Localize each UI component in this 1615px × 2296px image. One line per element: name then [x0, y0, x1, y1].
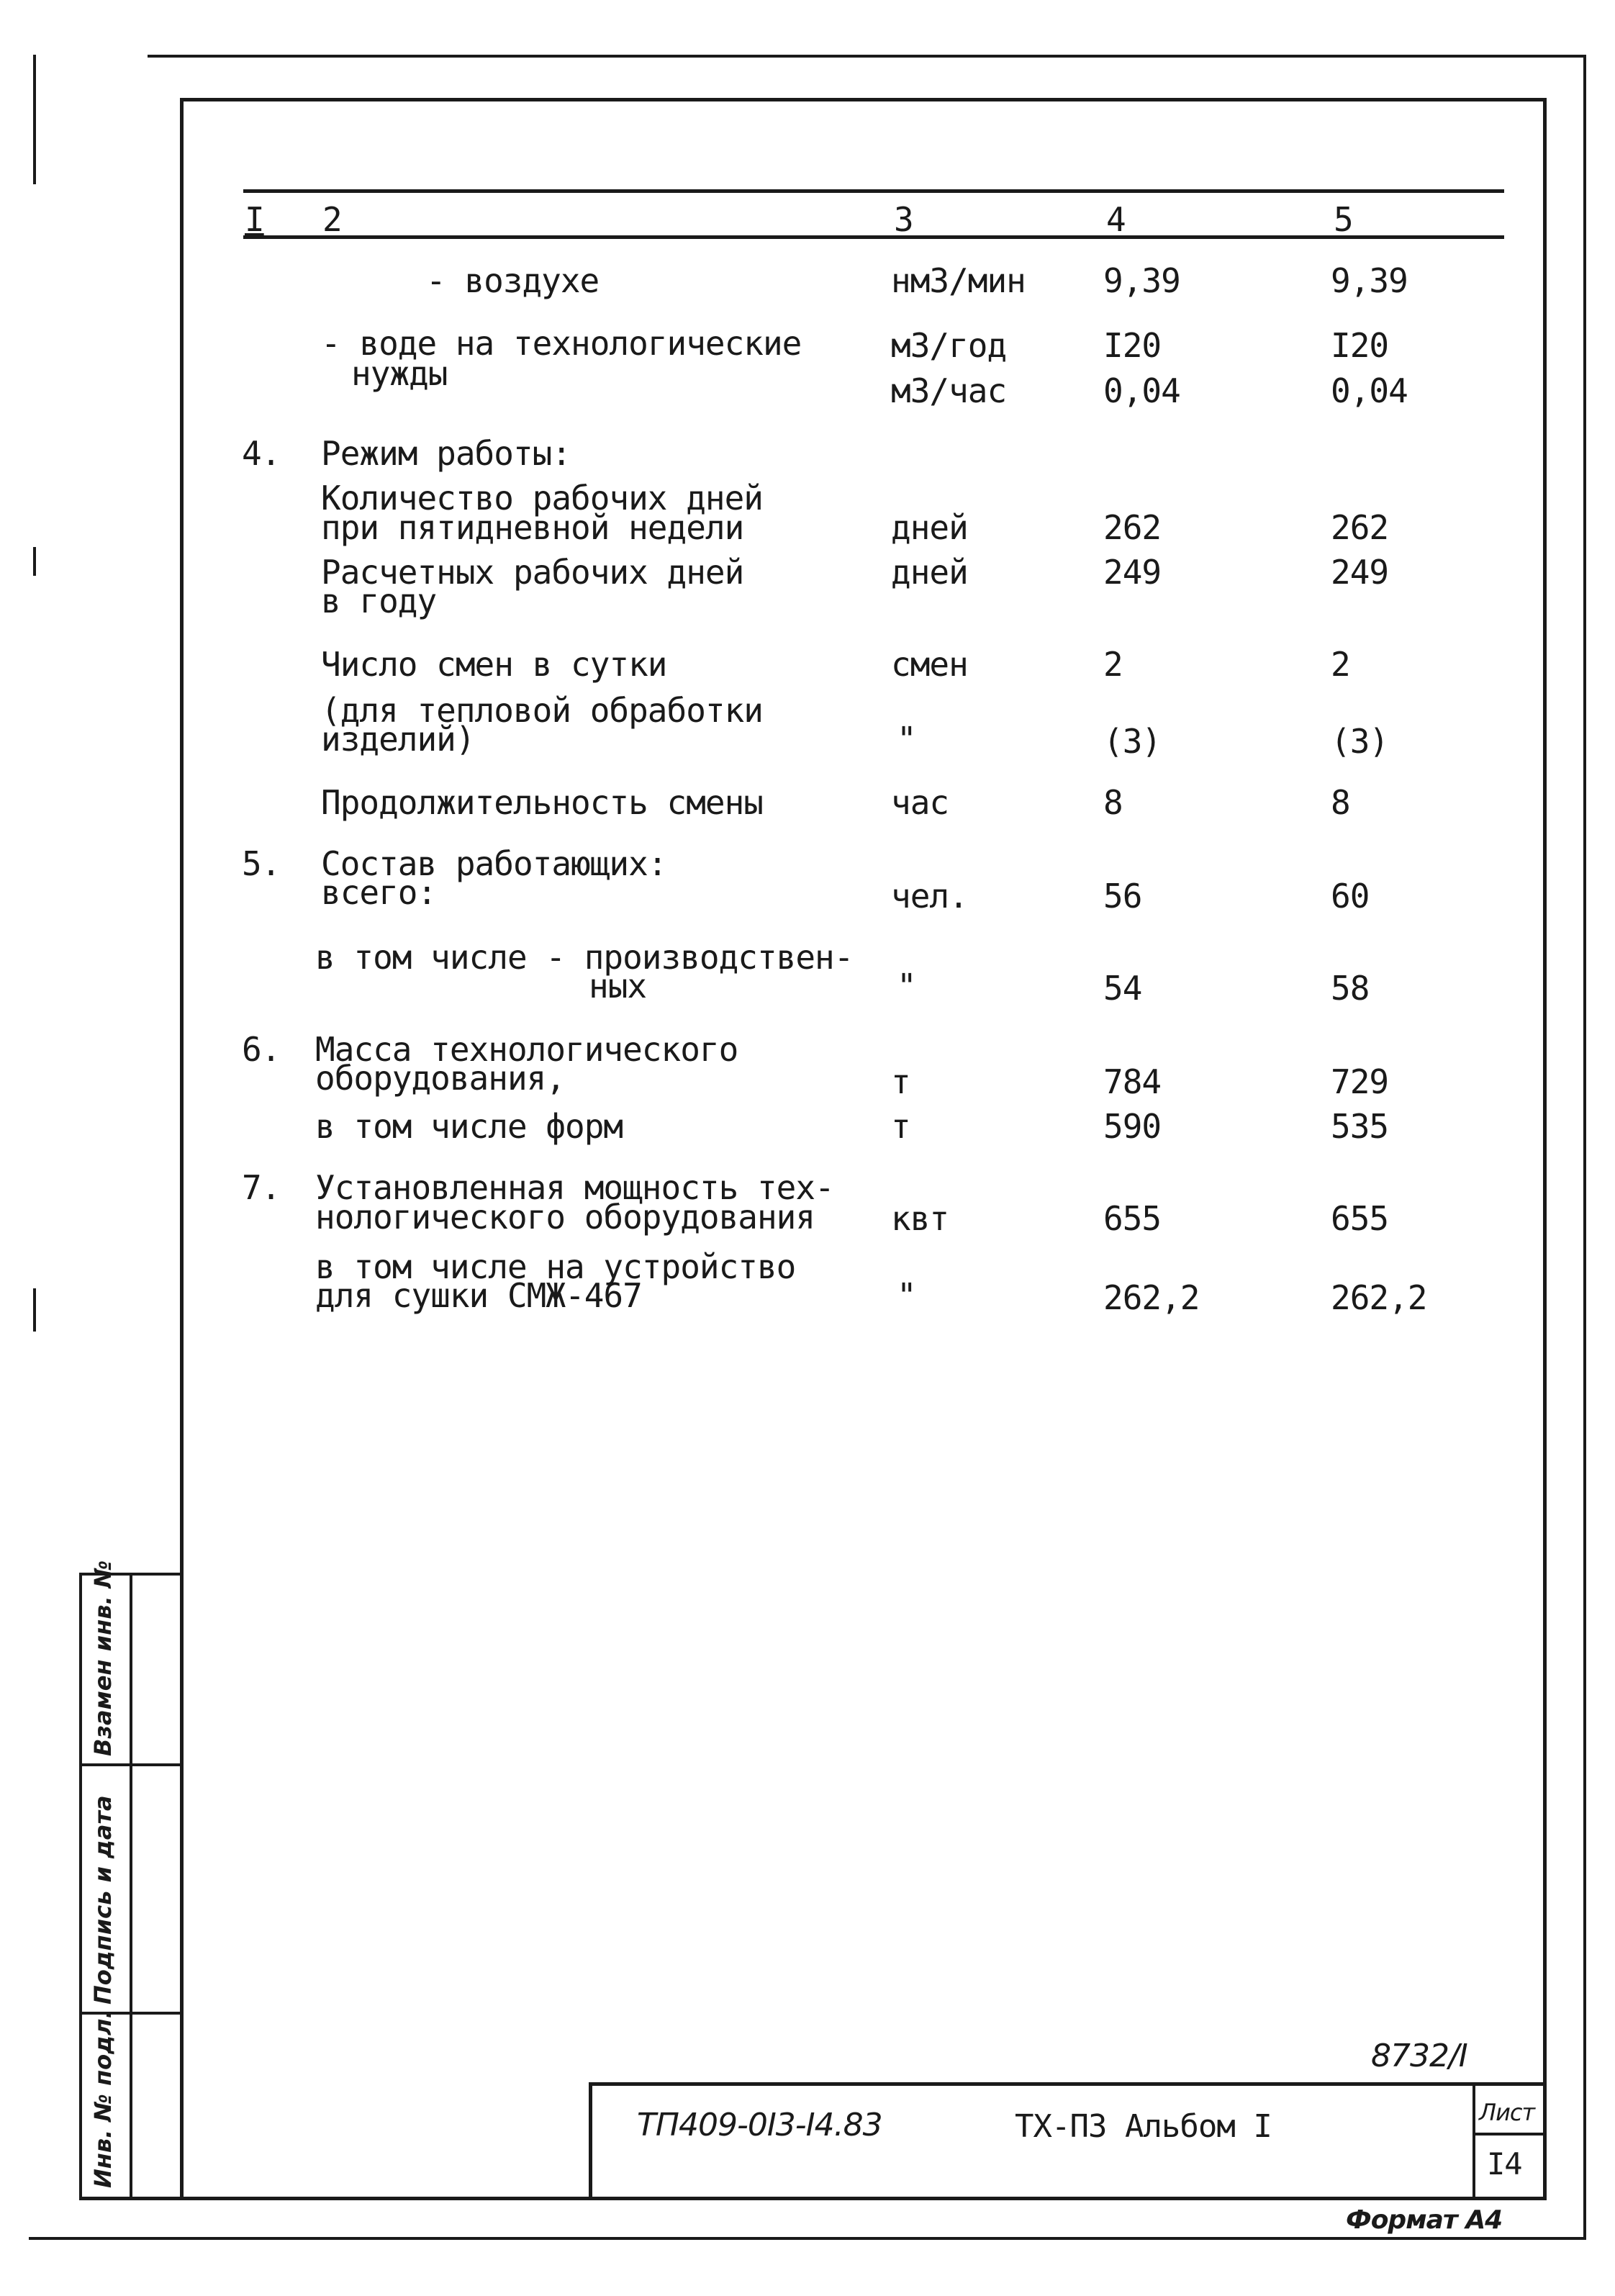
row-text: - воздухе [426, 261, 600, 300]
row-text: в году [321, 582, 437, 620]
header-col3: 3 [894, 200, 913, 239]
inner-frame-bottom [79, 2197, 1547, 2200]
row-value-4: 9,39 [1103, 261, 1180, 300]
row-text: нужды [351, 354, 448, 393]
row-text: в том числе - производствен- [315, 938, 854, 977]
inner-frame-top [181, 98, 1545, 101]
header-top-rule [243, 189, 1504, 193]
margin-block-divider [130, 1573, 132, 2199]
row-value-5: 262 [1331, 508, 1389, 547]
row-text: при пятидневной недели [321, 508, 744, 547]
section-number: 4. [242, 434, 281, 473]
row-value-5: 60 [1331, 877, 1370, 916]
stamp-album: ТХ-ПЗ Альбом I [1015, 2108, 1272, 2145]
row-value-4: 262,2 [1103, 1278, 1200, 1317]
stamp-sheet-number: I4 [1487, 2146, 1522, 2182]
label-inv-orig: Инв. № подл. [89, 2010, 117, 2188]
row-unit: дней [891, 553, 968, 592]
stamp-sheet-label: Лист [1479, 2099, 1535, 2126]
stamp-top [590, 2082, 1547, 2086]
row-value-4: 655 [1103, 1199, 1162, 1238]
stamp-designation: ТП409-0I3-I4.83 [637, 2107, 882, 2143]
outer-frame-left-3 [33, 1288, 36, 1332]
row-unit: " [897, 720, 916, 759]
stamp-sheet-sep [1472, 2133, 1544, 2135]
row-value-4: (3) [1103, 722, 1162, 761]
row-unit: т [891, 1107, 910, 1146]
row-value-4: 56 [1103, 877, 1142, 916]
row-value-4: 54 [1103, 969, 1142, 1008]
outer-frame-top [148, 55, 1586, 58]
row-unit: чел. [891, 877, 968, 916]
outer-frame-left [33, 55, 36, 184]
row-value-4: 0,04 [1103, 371, 1180, 410]
row-text: ных [589, 967, 647, 1005]
row-unit: дней [891, 508, 968, 547]
row-text: в том числе форм [315, 1107, 623, 1146]
section-title: Масса технологического [315, 1030, 738, 1069]
header-bottom-rule [243, 235, 1504, 239]
row-unit: " [897, 967, 916, 1005]
outer-frame-right [1583, 55, 1586, 2239]
margin-block-sep-1 [79, 1763, 181, 1766]
header-col2: 2 [322, 200, 342, 239]
row-text: Продолжительность смены [321, 783, 763, 822]
row-unit: м3/час [891, 371, 1007, 410]
row-text: в том числе на устройство [315, 1247, 796, 1286]
row-unit: квт [891, 1199, 949, 1238]
label-replace-inv: Взамен инв. № [89, 1560, 117, 1756]
row-text: всего: [321, 873, 437, 912]
row-value-5: (3) [1331, 722, 1389, 761]
row-unit: час [891, 783, 949, 822]
row-text: для сушки СМЖ-467 [315, 1276, 642, 1315]
label-sign-date: Подпись и дата [89, 1795, 117, 2005]
row-value-4: 784 [1103, 1062, 1162, 1101]
row-text: Расчетных рабочих дней [321, 553, 744, 592]
row-text: (для тепловой обработки [321, 691, 763, 730]
row-value-5: 535 [1331, 1107, 1389, 1146]
row-value-4: 2 [1103, 645, 1123, 684]
header-col1: I [245, 200, 264, 239]
doc-number: 8732/I [1371, 2038, 1467, 2074]
inner-frame-left [180, 98, 184, 2200]
row-text: нологического оборудования [315, 1198, 815, 1237]
row-value-5: 262,2 [1331, 1278, 1427, 1317]
row-value-4: I20 [1103, 326, 1162, 365]
row-value-4: 590 [1103, 1107, 1162, 1146]
row-text: оборудования, [315, 1059, 566, 1098]
row-text: изделий) [321, 720, 475, 759]
row-value-5: 0,04 [1331, 371, 1408, 410]
row-value-5: 729 [1331, 1062, 1389, 1101]
section-title: Состав работающих: [321, 844, 667, 883]
header-col4: 4 [1106, 200, 1126, 239]
row-value-5: 2 [1331, 645, 1350, 684]
section-number: 5. [242, 844, 281, 883]
row-value-4: 8 [1103, 783, 1123, 822]
stamp-sheet-divider [1472, 2082, 1475, 2199]
row-value-5: 58 [1331, 969, 1370, 1008]
row-text: Количество рабочих дней [321, 479, 763, 517]
stamp-left [589, 2082, 592, 2199]
row-value-5: 249 [1331, 553, 1389, 592]
row-value-5: 655 [1331, 1199, 1389, 1238]
header-col5: 5 [1334, 200, 1353, 239]
row-unit: м3/год [891, 326, 1007, 365]
row-text: Число смен в сутки [321, 645, 667, 684]
section-number: 6. [242, 1030, 281, 1069]
section-title: Режим работы: [321, 434, 571, 473]
row-value-5: I20 [1331, 326, 1389, 365]
outer-frame-left-2 [33, 547, 36, 576]
inner-frame-right [1543, 98, 1547, 2200]
row-unit: " [897, 1276, 916, 1315]
row-unit: т [891, 1062, 910, 1101]
row-text: - воде на технологические [321, 324, 802, 363]
row-value-5: 9,39 [1331, 261, 1408, 300]
section-title: Установленная мощность тех- [315, 1168, 834, 1207]
row-value-4: 262 [1103, 508, 1162, 547]
row-unit: нм3/мин [891, 261, 1026, 300]
row-value-5: 8 [1331, 783, 1350, 822]
row-unit: смен [891, 645, 968, 684]
row-value-4: 249 [1103, 553, 1162, 592]
section-number: 7. [242, 1168, 281, 1207]
page-format: Формат А4 [1346, 2205, 1503, 2235]
margin-block-left [79, 1573, 82, 2199]
